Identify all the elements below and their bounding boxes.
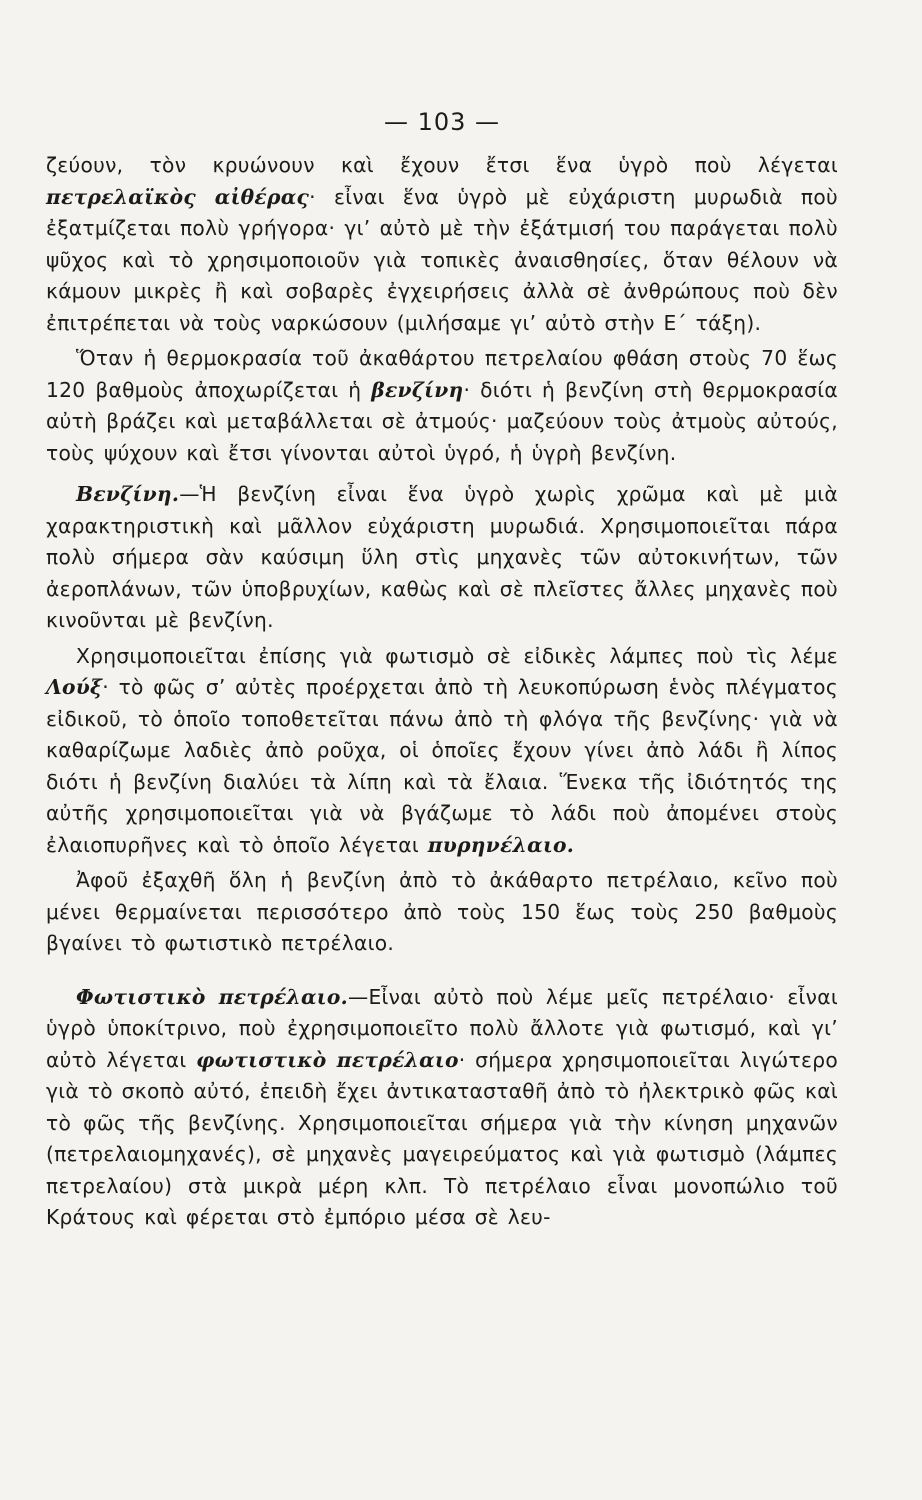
term-lux: Λούξ [46, 675, 103, 699]
term-lamp-oil: φωτιστικὸ πετρέλαιο [196, 1047, 459, 1072]
term-pomace-oil: πυρηνέλαιο. [427, 832, 575, 857]
paragraph-lighting-uses [46, 641, 838, 862]
paragraph-lamp-oil-extraction [46, 865, 838, 960]
text-run: ζεύουν, τὸν κρυώνουν καὶ ἔχουν ἔτσι ἕνα ὑγρὸ ποὺ λέγεται [46, 153, 838, 177]
section-heading-lamp-oil: Φωτιστικὸ πετρέλαιο. [76, 984, 348, 1009]
term-benzine: βενζίνη [371, 377, 464, 402]
text-run: Ἀφοῦ ἐξαχθῆ ὅλη ἡ βενζίνη ἀπὸ τὸ ἀκάθαρτο πετρέλαιο, κεῖνο ποὺ μένει θερμαίνεται περισσότερο ἀπὸ τοὺς 150 ἕως τοὺς 250 βαθμοὺς βγαίνει τὸ φωτιστικὸ πετρέλαιο. [46, 868, 838, 955]
text-run: · τὸ φῶς σ’ αὐτὲς προέρχεται ἀπὸ τὴ λευκοπύρωση ἑνὸς πλέγματος εἰδικοῦ, τὸ ὁποῖο τοποθετεῖται πάνω ἀπὸ τὴ φλόγα τῆς βενζίνης· γιὰ νὰ καθαρίζωμε λαδιὲς ἀπὸ ροῦχα, οἱ ὁποῖες ἔχουν γίνει ἀπὸ λάδι ἢ λίπος διότι ἡ βενζίνη διαλύει τὰ λίπη καὶ τὰ ἔλαια. Ἕνεκα τῆς ἰδιότητός της αὐτῆς χρησιμοποιεῖται γιὰ νὰ βγάζωμε τὸ λάδι ποὺ ἀπομένει στοὺς ἐλαιοπυρῆνες καὶ τὸ ὁποῖο λέγεται [46, 675, 838, 857]
term-petroleum-ether: πετρελαϊκὸς αἰθέρας [46, 184, 310, 209]
text-run: —Εἶναι αὐτὸ ποὺ λέμε μεῖς πετρέλαιο· εἶναι ὑγρὸ ὑποκίτρινο, ποὺ ἐχρησιμοποιεῖτο πολὺ ἄλλοτε γιὰ φωτισμό, καὶ γι’ αὐτὸ λέγεται [46, 984, 838, 1072]
paragraph-petroleum-ether [46, 150, 838, 339]
page-number: — 103 — [383, 108, 501, 136]
text-run: Ὅταν ἡ θερμοκρασία τοῦ ἀκαθάρτου πετρελαίου φθάση στοὺς 70 ἕως 120 βαθμοὺς ἀποχωρίζεται ἡ [46, 346, 838, 402]
paragraph-benzine [46, 479, 838, 637]
text-run: · διότι ἡ βενζίνη στὴ θερμοκρασία αὐτὴ βράζει καὶ μεταβάλλεται σὲ ἀτμούς· μαζεύουν τοὺς ἀτμοὺς αὐτούς, τοὺς ψύχουν καὶ ἔτσι γίνονται αὐτοὶ ὑγρό, ἡ ὑγρὴ βενζίνη. [46, 377, 838, 465]
text-run: —Ἡ βενζίνη εἶναι ἕνα ὑγρὸ χωρὶς χρῶμα καὶ μὲ μιὰ χαρακτηριστικὴ καὶ μᾶλλον εὐχάριστη μυρωδιά. Χρησιμοποιεῖται πάρα πολὺ σήμερα σὰν καύσιμη ὕλη στὶς μηχανὲς τῶν αὐτοκινήτων, τῶν ἀεροπλάνων, τῶν ὑποβρυχίων, καθὼς καὶ σὲ πλεῖστες ἄλλες μηχανὲς ποὺ κινοῦνται μὲ βενζίνη. [46, 482, 838, 632]
text-run: · σήμερα χρησιμοποιεῖται λιγώτερο γιὰ τὸ σκοπὸ αὐτό, ἐπειδὴ ἔχει ἀντικατασταθῆ ἀπὸ τὸ ἠλεκτρικὸ φῶς καὶ τὸ φῶς τῆς βενζίνης. Χρησιμοποιεῖται σήμερα γιὰ τὴν κίνηση μηχανῶν (πετρελαιομηχανές), σὲ μηχανὲς μαγειρεύματος καὶ γιὰ φωτισμὸ (λάμπες πετρελαίου) στὰ μικρὰ μέρη κλπ. Τὸ πετρέλαιο εἶναι μονοπώλιο τοῦ Κράτους καὶ φέρεται στὸ ἐμπόριο μέσα σὲ λευ- [46, 1047, 838, 1229]
section-heading-benzine: Βενζίνη. [76, 482, 180, 506]
text-run: · εἶναι ἕνα ὑγρὸ μὲ εὐχάριστη μυρωδιὰ ποὺ ἐξατμίζεται πολὺ γρήγορα· γι’ αὐτὸ μὲ τὴν ἐξάτμισή του παράγεται πολὺ ψῦχος καὶ τὸ χρησιμοποιοῦν γιὰ τοπικὲς ἀναισθησίες, ὅταν θέλουν νὰ κάμουν μικρὲς ἢ καὶ σοβαρὲς ἐγχειρήσεις ἀλλὰ σὲ ἀνθρώπους ποὺ δὲν ἐπιτρέπεται νὰ τοὺς ναρκώσουν (μιλήσαμε γι’ αὐτὸ στὴν Ε΄ τάξη). [46, 184, 838, 335]
paragraph-distillation [46, 343, 838, 469]
paragraph-lamp-oil [46, 982, 838, 1234]
text-run: Χρησιμοποιεῖται ἐπίσης γιὰ φωτισμὸ σὲ εἰδικὲς λάμπες ποὺ τὶς λέμε [76, 643, 838, 668]
